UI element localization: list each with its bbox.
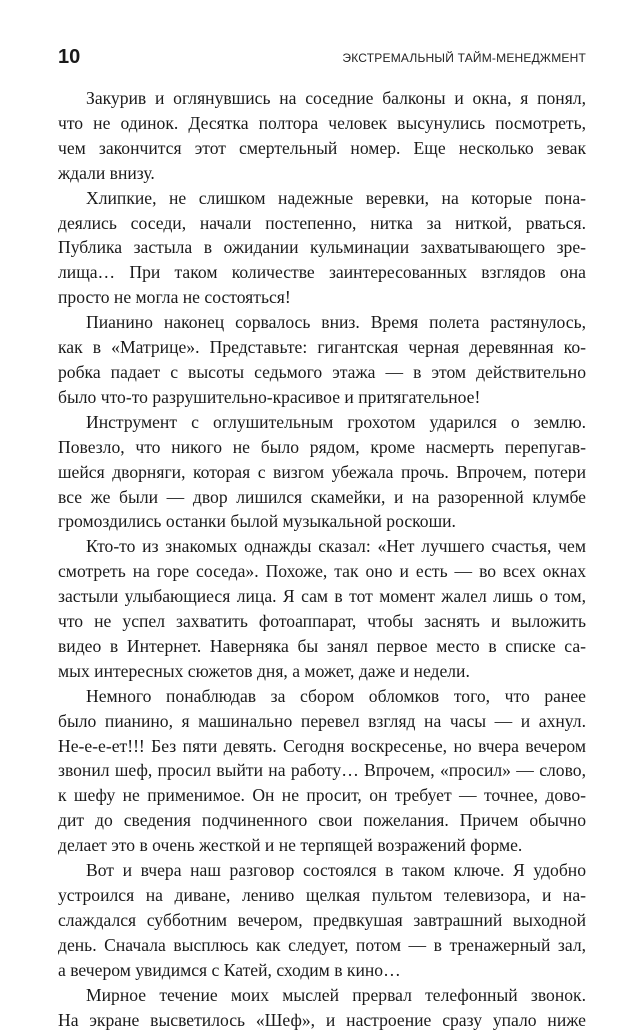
paragraph [58,534,586,683]
paragraph [58,858,586,983]
text-line: На экране высветилось «Шеф», и настроение сразу упало ниже [58,1009,586,1030]
text-line: что не успел захватить фотоаппарат, чтобы заснять и выложить [58,611,586,632]
text-line: чем закончится этот смертельный номер. Еще несколько зевак [58,137,586,158]
text-line: что не одинок. Десятка полтора человек высунулись посмотреть, [58,112,586,133]
body-text [58,86,586,1032]
text-line: Мирное течение моих мыслей прервал телефонный звонок. [86,984,586,1005]
text-line: устроился на диване, лениво щелкая пультом телевизора, и на- [58,885,586,905]
text-line: как в «Матрице». Представьте: гигантская черная деревянная ко- [58,337,586,358]
text-line: Хлипкие, не слишком надежные веревки, на которые пона- [86,187,586,208]
text-line: Вот и вчера наш разговор состоялся в таком ключе. Я удобно [86,860,586,881]
text-line: было что-то разрушительно-красивое и притягательное! [58,386,481,407]
text-line: звонил шеф, просил выйти на работу… Впрочем, «просил» — слово, [58,760,586,781]
text-line: громоздились останки былой музыкальной роскоши. [58,511,456,532]
text-line: Кто-то из знакомых однажды сказал: «Нет лучшего счастья, чем [86,536,586,557]
text-line: лища… При таком количестве заинтересованных взглядов она [58,262,586,283]
paragraph [58,86,586,186]
text-line: Публика застыла в ожидании кульминации захватывающего зре- [58,237,586,258]
text-line: Пианино наконец сорвалось вниз. Время полета растянулось, [86,312,586,333]
text-line: просто не могла не состояться! [58,287,291,308]
page-number: 10 [58,46,81,68]
text-line: мых интересных сюжетов дня, а может, даже и недели. [58,660,470,681]
paragraph [58,310,586,410]
paragraph [58,186,586,311]
paragraph [58,410,586,535]
text-line: Закурив и оглянувшись на соседние балконы и окна, я понял, [86,88,586,108]
text-line: слаждался субботним вечером, предвкушая завтрашний выходной [58,909,586,930]
page-header [58,46,586,70]
text-line: шейся дворняги, которая с визгом убежала прочь. Впрочем, потери [58,461,586,482]
text-line: видео в Интернет. Наверняка бы занял первое место в списке са- [58,635,586,656]
text-line: Повезло, что никого не было рядом, кроме насмерть перепугав- [58,436,586,457]
text-line: к шефу не применимое. Он не просит, он требует — точнее, дово- [58,785,586,806]
text-line: робка падает с высоты седьмого этажа — в этом действительно [58,361,586,382]
text-line: деялись соседи, начали постепенно, нитка за ниткой, рваться. [58,212,586,233]
text-line: дит до сведения подчиненного свои пожелания. Причем обычно [58,810,586,831]
text-line: Инструмент с оглушительным грохотом ударился о землю. [86,411,586,432]
text-line: застыли улыбающиеся лица. Я сам в тот момент жалел лишь о том, [58,586,586,607]
text-line: все же были — двор лишился скамейки, и на разоренной клумбе [58,486,586,507]
text-line: делает это в очень жесткой и не терпящей возражений форме. [58,835,523,856]
text-line: Не-е-е-ет!!! Без пяти девять. Сегодня воскресенье, но вчера вечером [58,735,586,756]
text-line: день. Сначала высплюсь как следует, потом — в тренажерный зал, [58,934,586,955]
text-line: а вечером увидимся с Катей, сходим в кино… [58,959,401,980]
text-line: ждали внизу. [58,162,155,183]
running-head: ЭКСТРЕМАЛЬНЫЙ ТАЙМ-МЕНЕДЖМЕНТ [342,51,586,65]
text-line: Немного понаблюдав за сбором обломков того, что ранее [86,685,586,706]
text-line: смотреть на горе соседа». Похоже, так оно и есть — во всех окнах [58,561,586,582]
paragraph [58,684,586,858]
text-line: было пианино, я машинально перевел взгляд на часы — и ахнул. [58,710,586,731]
paragraph [58,983,586,1032]
